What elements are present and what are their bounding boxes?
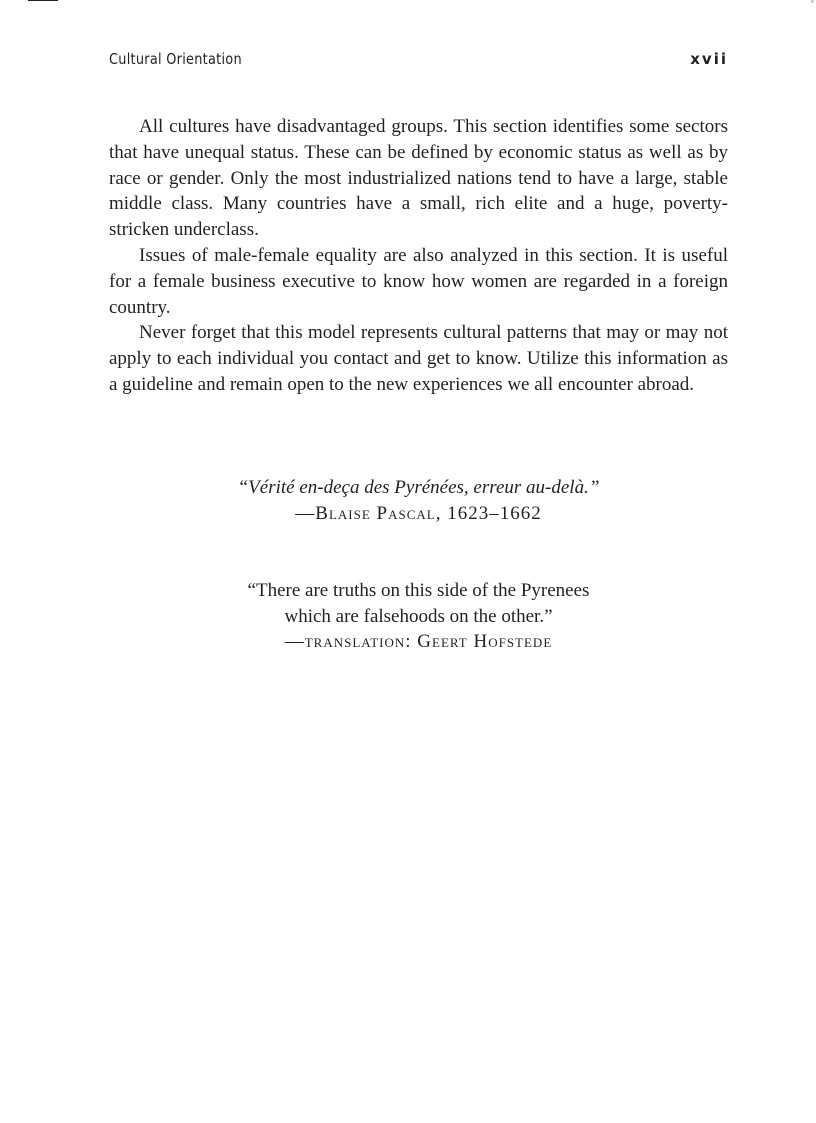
- running-head-title: Cultural Orientation: [109, 50, 242, 68]
- page-number: xvii: [690, 50, 728, 68]
- epigraph-quote: “Vérité en-deça des Pyrénées, erreur au-delà.”: [237, 477, 600, 498]
- corner-mark: [811, 0, 814, 3]
- paragraph: Issues of male-female equality are also analyzed in this section. It is useful for a female business executive to know how women are regarded in a foreign country.: [109, 244, 728, 318]
- epigraph-attribution: —translation: Geert Hofstede: [284, 631, 553, 653]
- epigraph-quote-line-1: “There are truths on this side of the Pyrenees: [247, 580, 590, 601]
- paragraph: All cultures have disadvantaged groups. This section identifies some sectors that have unequal status. These can be defined by economic status as well as by race or gender. Only the most industrialized nations tend to have a large, stable middle class. Many countries have a small, rich elite and a huge, poverty-stricken underclass.: [109, 116, 728, 241]
- epigraph-french: [109, 475, 728, 526]
- body-text: [109, 114, 728, 398]
- crop-mark: [28, 0, 58, 1]
- running-head: [109, 50, 728, 70]
- epigraph-attribution: —Blaise Pascal, 1623–1662: [295, 502, 542, 524]
- paragraph: Never forget that this model represents cultural patterns that may or may not apply to each individual you contact and get to know. Utilize this information as a guideline and remain open to the new experiences we all encounter abroad.: [109, 322, 728, 395]
- epigraph-english: [109, 578, 728, 655]
- epigraph-quote-line-2: which are falsehoods on the other.”: [284, 605, 553, 627]
